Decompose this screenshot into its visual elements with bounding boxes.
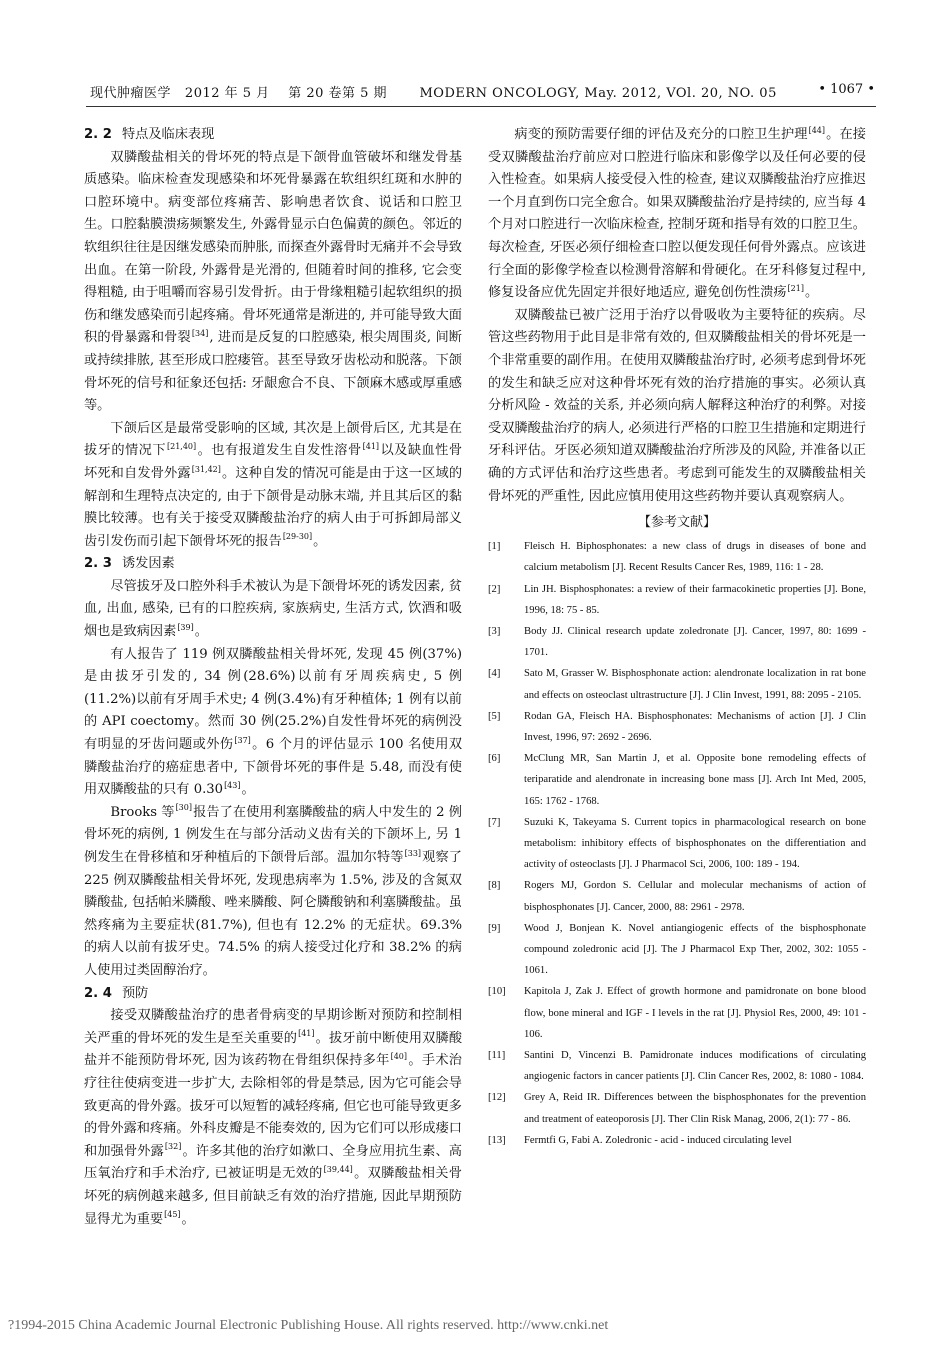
reference-text: McClung MR, San Martin J, et al. Opposite bone remodeling effects of teriparatide and alendronate in increasing bone mass [J]. Arch Int Med, 2005, 165: 1762 - 1768.	[524, 753, 866, 807]
citation: [31,42]	[191, 464, 221, 474]
reference-text: Fermtfi G, Fabi A. Zoledronic - acid - induced circulating level	[524, 1134, 792, 1146]
section-number: 2. 3	[84, 556, 112, 572]
paragraph: 双膦酸盐已被广泛用于治疗以骨吸收为主要特征的疾病。尽管这些药物用于此目是非常有效的, 但双膦酸盐相关的骨坏死是一个非常重要的副作用。在使用双膦酸盐治疗时, 必须考虑到骨坏死的发生和缺乏应对这种骨坏死有效的治疗措施的事实。必须认真分析风险 - 效益的关系, 并必须向病人解释这种治疗的利弊。对接受双膦酸盐治疗的病人, 必须进行严格的口腔卫生措施和定期进行牙科评估。牙医必须知道双膦酸盐治疗所涉及的风险, 并准备以正确的方式评估和治疗这些患者。考虑到可能发生的双膦酸盐相关骨坏死的严重性, 因此应慎用使用这些药物并要认真观察病人。	[488, 307, 866, 504]
reference-list	[488, 536, 866, 1151]
citation: [29-30]	[282, 532, 313, 542]
reference-text: Kapitola J, Zak J. Effect of growth hormone and pamidronate on bone blood flow, bone mineral and IGF - I levels in the rat [J]. Physiol Res, 2000, 49: 101 - 106.	[524, 986, 866, 1040]
reference-number: [3]	[488, 625, 501, 637]
reference-text: Rodan GA, Fleisch HA. Bisphosphonates: Mechanisms of action [J]. J Clin Invest, 1996, 97: 2692 - 2696.	[524, 710, 866, 743]
citation: [41]	[362, 441, 380, 451]
reference-text: Fleisch H. Biphosphonates: a new class of drugs in diseases of bone and calcium metabolism [J]. Recent Results Cancer Res, 1989, 116: 1 - 28.	[524, 541, 866, 574]
reference-item	[488, 918, 866, 982]
reference-item	[488, 875, 866, 917]
text: 下颌后区是最常受影响的区域, 其次是上颌骨后区, 尤其是在拔牙的情况下	[84, 420, 462, 459]
text: 接受双膦酸盐治疗的患者骨病变的早期诊断对预防和控制相关严重的骨坏死的发生是至关重要的	[84, 1008, 462, 1046]
text: 。拔牙前中断使用双膦酸盐并不能预防骨坏死, 因为该药物在骨组织保持多年	[84, 1030, 463, 1069]
left-column	[84, 124, 462, 1231]
citation: [34]	[191, 328, 209, 338]
citation: [40]	[390, 1051, 408, 1061]
reference-number: [5]	[488, 710, 501, 722]
reference-item	[488, 1087, 866, 1129]
reference-text: Wood J, Bonjean K. Novel antiangiogenic effects of the bisphosphonate compound zoledronic acid [J]. The J Pharmacol Exp Ther, 2002, 302: 1055 - 1061.	[524, 922, 866, 977]
reference-text: Body JJ. Clinical research update zoledronate [J]. Cancer, 1997, 80: 1699 - 1701.	[524, 625, 866, 659]
paragraph	[488, 124, 866, 305]
footer-copyright: ?1994-2015 China Academic Journal Electronic Publishing House. All rights reserved. http://www.cnki.net	[8, 1318, 609, 1333]
reference-text: Grey A, Reid IR. Differences between the bisphosphonates for the prevention and treatment of eateoporosis [J]. Ther Clin Risk Manag, 2006, 2(1): 77 - 86.	[524, 1092, 866, 1125]
paragraph	[84, 418, 462, 554]
section-2-4-heading	[84, 983, 462, 1006]
journal-title-cn: 现代肿瘤医学	[90, 86, 172, 101]
citation: [21]	[787, 283, 804, 293]
section-2-2-heading	[84, 124, 462, 147]
reference-number: [2]	[488, 583, 501, 595]
page-number: • 1067 •	[818, 82, 875, 97]
section-title: 诱发因素	[121, 556, 175, 572]
citation: [30]	[175, 803, 192, 813]
reference-item	[488, 748, 866, 812]
section-2-3-heading	[84, 553, 462, 576]
citation: [39]	[177, 622, 194, 632]
citation: [44]	[808, 125, 826, 135]
reference-text: Suzuki K, Takeyama S. Current topics in pharmacological research on bone metabolism: inhibitory effects of bisphosphonates on the differentiation and activity of osteoclasts [J]. J Pharmacol Sci, 2006, 100: 189 - 194.	[524, 816, 866, 871]
paragraph	[84, 644, 462, 802]
reference-item	[488, 981, 866, 1045]
issue-date: 2012 年 5 月	[184, 86, 270, 101]
text: 观察了 225 例双膦酸盐相关骨坏死, 发现患病率为 1.5%, 涉及的含氮双膦酸盐, 包括帕米膦酸、唑来膦酸、阿仑膦酸钠和利塞膦酸盐。虽然疼痛为主要症状(81.7%), 但也有 12.2% 的无症状。69.3% 的病人以前有拔牙史。74.5% 的病人接受过化疗和 38.2% 的病人使用过类固醇治疗。	[84, 850, 462, 978]
reference-number: [6]	[488, 753, 501, 765]
reference-number: [9]	[488, 922, 501, 934]
text: 。	[313, 533, 327, 549]
reference-item	[488, 621, 866, 663]
citation: [45]	[164, 1210, 181, 1220]
text: 有人报告了 119 例双膦酸盐相关骨坏死, 发现 45 例(37%)是由拔牙引发的, 34 例(28.6%)以前有牙周疾病史, 5 例(11.2%)以前有牙周手术史; 4 例(3.4%)有牙种植体; 1 例有以前的 API coectomy。然而 30 例(25.2%)自发性骨坏死的病例没有明显的牙齿问题或外伤	[84, 646, 462, 753]
text: 尽管拔牙及口腔外科手术被认为是下颌骨坏死的诱发因素, 贫血, 出血, 感染, 已有的口腔疾病, 家族病史, 生活方式, 饮酒和吸烟也是致病因素	[84, 578, 462, 640]
text: Brooks 等	[110, 804, 175, 820]
reference-number: [1]	[488, 541, 501, 553]
text: 。许多其他的治疗如漱口、全身应用抗生素、高压氧治疗和手术治疗, 已被证明是无效的	[84, 1143, 462, 1182]
paragraph	[84, 576, 462, 644]
reference-number: [12]	[488, 1092, 506, 1104]
citation: [39,44]	[323, 1164, 353, 1174]
running-header	[90, 82, 875, 104]
text: 病变的预防需要仔细的评估及充分的口腔卫生护理	[514, 127, 808, 142]
text: 。	[181, 1211, 195, 1227]
reference-item	[488, 1045, 866, 1087]
reference-item	[488, 579, 866, 621]
reference-item	[488, 663, 866, 705]
paragraph	[84, 802, 462, 983]
text: 。	[804, 285, 819, 301]
text: 以及缺血性骨坏死和自发骨外露	[84, 443, 463, 481]
section-number: 2. 4	[84, 985, 112, 1001]
text: 。6 个月的评估显示 100 名使用双膦酸盐治疗的癌症患者中, 下颌骨坏死的事件是 5.48, 而没有使用双膦酸盐的只有 0.30	[84, 737, 463, 798]
citation: [32]	[164, 1142, 182, 1152]
text: 。	[241, 782, 255, 798]
citation: [37]	[234, 735, 251, 745]
paragraph	[84, 147, 462, 418]
journal-title-en: MODERN ONCOLOGY, May. 2012, VOl. 20, NO. 05	[419, 86, 777, 101]
citation: [41]	[298, 1029, 315, 1039]
reference-text: Sato M, Grasser W. Bisphosphonate action: alendronate localization in rat bone and effects on osteoclast ultrastructure [J]. J Clin Invest, 1991, 88: 2095 - 2105.	[524, 668, 866, 701]
reference-text: Lin JH. Bisphosphonates: a review of their farmacokinetic properties [J]. Bone, 1996, 18: 75 - 85.	[524, 583, 866, 616]
paragraph	[84, 1005, 462, 1231]
citation: [33]	[404, 848, 422, 858]
text: 。在接受双膦酸盐治疗前应对口腔进行临床和影像学以及任何必要的侵入性检查。如果病人接受侵入性的检查, 建议双膦酸盐治疗应推迟一个月直到伤口完全愈合。如果双膦酸盐治疗是持续的, 应当每 4 个月对口腔进行一次临床检查, 控制牙斑和指导有效的口腔卫生。每次检查, 牙医必须仔细检查口腔以便发现任何骨外露点。应该进行全面的影像学检查以检测骨溶解和骨硬化。在牙科修复过程中, 修复设备应优先固定并很好地适应, 避免创伤性溃疡	[488, 127, 866, 301]
citation: [21,40]	[167, 441, 197, 451]
section-title: 预防	[121, 985, 149, 1001]
citation: [43]	[224, 780, 241, 790]
text: 。这种自发的情况可能是由于这一区域的解剖和生理特点决定的, 由于下颌骨是动脉末端, 并且其后区的黏膜比较薄。也有关于接受双膦酸盐治疗的病人由于可拆卸局部义齿引发伤而引起下颌骨坏死的报告	[84, 465, 463, 549]
section-title: 特点及临床表现	[121, 127, 215, 142]
text: 报告了在使用利塞膦酸盐的病人中发生的 2 例骨坏死的病例, 1 例发生在与部分活动义齿有关的下颌坏上, 另 1 例发生在骨移植和牙种植后的下颌骨后部。温加尔特等	[84, 804, 462, 865]
reference-item	[488, 1130, 866, 1151]
references-heading: 【参考文献】	[637, 515, 716, 531]
reference-number: [7]	[488, 816, 501, 828]
text: 。手术治疗往往使病变进一步扩大, 去除相邻的骨是禁忌, 因为它可能会导致更高的骨外露。拔牙可以短暂的减轻疼痛, 但它也可能导致更多的骨外露和疼痛。外科皮瓣是不能奏效的, 因为它们可以形成瘘口和加强骨外露	[84, 1053, 462, 1159]
reference-item	[488, 706, 866, 748]
reference-item	[488, 812, 866, 876]
header-journal-info	[90, 82, 777, 101]
reference-text: Rogers MJ, Gordon S. Cellular and molecular mechanisms of action of bisphosphonates [J]. Cancer, 2000, 88: 2961 - 2978.	[524, 880, 866, 913]
text: 。也有报道发生自发性溶骨	[197, 443, 362, 459]
right-column	[488, 124, 866, 1151]
reference-item	[488, 536, 866, 578]
reference-number: [8]	[488, 880, 501, 892]
reference-text: Santini D, Vincenzi B. Pamidronate induces modifications of circulating angiogenic factors in cancer patients [J]. Clin Cancer Res, 2002, 8: 1080 - 1084.	[524, 1049, 866, 1083]
reference-number: [13]	[488, 1134, 506, 1146]
reference-number: [11]	[488, 1049, 506, 1061]
text: 。双膦酸盐相关骨坏死的病例越来越多, 但目前缺乏有效的治疗措施, 因此早期预防显得尤为重要	[84, 1166, 462, 1227]
reference-number: [10]	[488, 986, 506, 998]
reference-number: [4]	[488, 668, 501, 680]
text: 。	[194, 624, 208, 640]
section-number: 2. 2	[84, 127, 112, 142]
text: 双膦酸盐相关的骨坏死的特点是下颌骨血管破坏和继发骨基质感染。临床检查发现感染和坏死骨暴露在软组织红斑和水肿的口腔环境中。病变部位疼痛苦、影响患者饮食、说话和口腔卫生。口腔黏膜溃疡频繁发生, 外露骨显示白色偏黄的颜色。邻近的软组织往往是因继发感染而肿胀, 而探查外露骨时无痛并不会导致出血。在第一阶段, 外露骨是光滑的, 但随着时间的推移, 它会变得粗糙, 由于咀嚼而容易引发骨折。由于骨缘粗糙引起软组织的损伤和继发感染而引起疼痛。骨坏死通常是渐进的, 并可能导致大面积的骨暴露和骨裂	[84, 149, 462, 346]
text: , 进而是反复的口腔感染, 根尖周围炎, 间断或持续排脓, 甚至形成口腔瘘管。甚至导致牙齿松动和脱落。下颌骨坏死的信号和征象还包括: 牙龈愈合不良、下颌麻木感或厚重感等。	[84, 330, 462, 414]
header-rule	[86, 106, 876, 107]
volume-issue: 第 20 卷第 5 期	[288, 86, 388, 101]
